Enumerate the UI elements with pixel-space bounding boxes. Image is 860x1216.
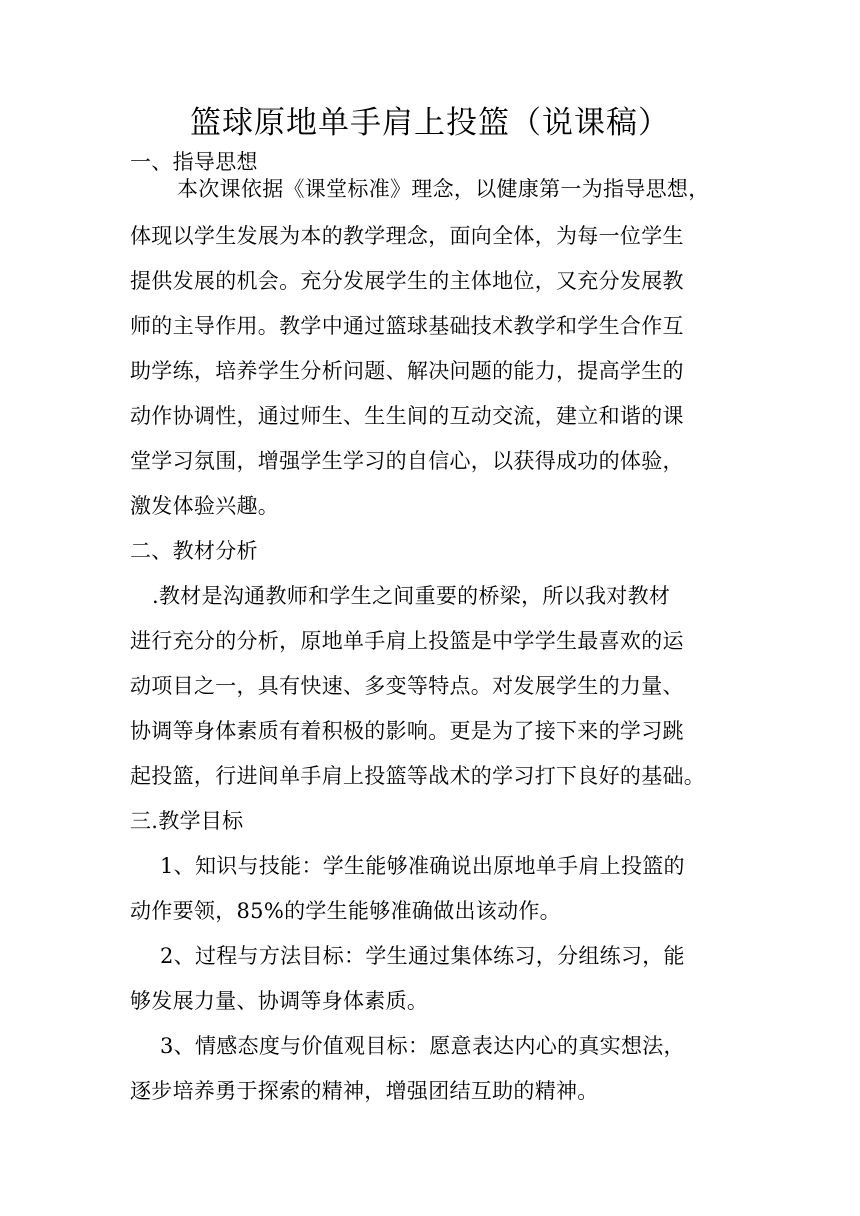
paragraph-line: 堂学习氛围，增强学生学习的自信心，以获得成功的体验，	[130, 449, 684, 473]
goal-item-line: 2、过程与方法目标：学生通过集体练习，分组练习，能	[160, 944, 685, 968]
paragraph-line: 师的主导作用。教学中通过篮球基础技术教学和学生合作互	[130, 314, 684, 338]
paragraph-line: .教材是沟通教师和学生之间重要的桥梁，所以我对教材	[152, 584, 671, 608]
section-heading-material-analysis: 二、教材分析	[130, 539, 258, 563]
document-title: 篮球原地单手肩上投篮（说课稿）	[190, 105, 670, 141]
paragraph-line: 提供发展的机会。充分发展学生的主体地位，又充分发展教	[130, 269, 684, 293]
goal-item-line: 逐步培养勇于探索的精神，增强团结互助的精神。	[130, 1079, 599, 1103]
paragraph-line: 协调等身体素质有着积极的影响。更是为了接下来的学习跳	[130, 719, 684, 743]
paragraph-line: 动项目之一，具有快速、多变等特点。对发展学生的力量、	[130, 674, 684, 698]
paragraph-line: 体现以学生发展为本的教学理念，面向全体，为每一位学生	[130, 224, 684, 248]
paragraph-line: 进行充分的分析，原地单手肩上投篮是中学学生最喜欢的运	[130, 629, 684, 653]
paragraph-line: 起投篮，行进间单手肩上投篮等战术的学习打下良好的基础。	[130, 764, 706, 788]
paragraph-line: 助学练，培养学生分析问题、解决问题的能力，提高学生的	[130, 359, 684, 383]
paragraph-line: 动作协调性，通过师生、生生间的互动交流，建立和谐的课	[130, 404, 684, 428]
goal-item-line: 3、情感态度与价值观目标：愿意表达内心的真实想法，	[160, 1034, 685, 1058]
section-heading-guiding-ideology: 一、指导思想	[130, 150, 258, 174]
paragraph-line: 本次课依据《课堂标准》理念，以健康第一为指导思想，	[177, 177, 710, 201]
paragraph-line: 激发体验兴趣。	[130, 494, 280, 518]
goal-item-line: 动作要领，85%的学生能够准确做出该动作。	[130, 899, 561, 923]
goal-item-line: 够发展力量、协调等身体素质。	[130, 989, 429, 1013]
goal-item-line: 1、知识与技能：学生能够准确说出原地单手肩上投篮的	[160, 854, 685, 878]
section-heading-teaching-goals: 三.教学目标	[130, 809, 244, 833]
